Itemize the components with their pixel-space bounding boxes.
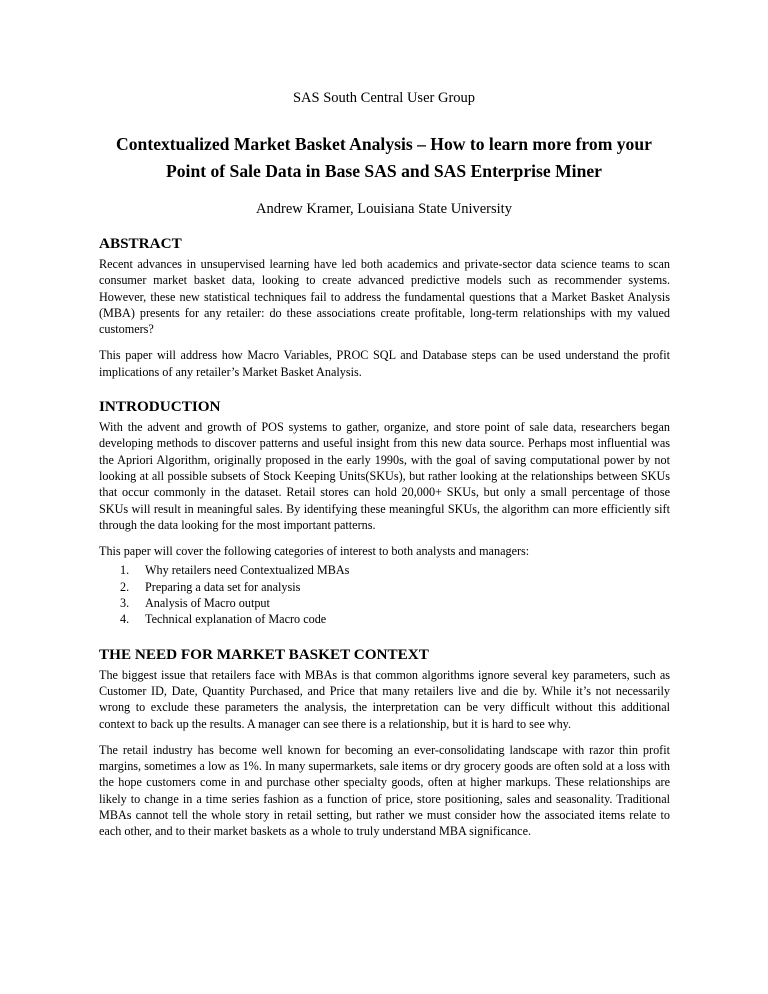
list-text: Preparing a data set for analysis bbox=[145, 579, 301, 594]
abstract-heading: ABSTRACT bbox=[99, 235, 182, 252]
list-number: 4. bbox=[120, 612, 130, 627]
list-item bbox=[120, 562, 670, 578]
list-item bbox=[120, 611, 670, 627]
paper-body bbox=[99, 234, 670, 840]
list-item bbox=[120, 595, 670, 611]
topics-list bbox=[99, 562, 670, 627]
abstract-paragraph-2: This paper will address how Macro Variables, PROC SQL and Database steps can be used understand the profit implications of any retailer’s Market Basket Analysis. bbox=[99, 348, 670, 379]
introduction-heading: INTRODUCTION bbox=[99, 398, 221, 416]
market-basket-context-section bbox=[99, 645, 670, 840]
list-text: Why retailers need Contextualized MBAs bbox=[145, 563, 350, 578]
title-line-1: Contextualized Market Basket Analysis – How to learn more from your bbox=[116, 134, 652, 154]
abstract-paragraph-1: Recent advances in unsupervised learning have led both academics and private-sector data science teams to scan consumer market basket data, looking to create advanced predictive models such as recommender systems. However, these new statistical techniques fail to address the fundamental questions that a Market Basket Analysis (MBA) presents for any retailer: do these associations create profitable, long-term relationships with my valued customers? bbox=[99, 257, 670, 337]
conference-name: SAS South Central User Group bbox=[292, 90, 476, 106]
list-number: 1. bbox=[120, 563, 130, 578]
introduction-paragraph-1: With the advent and growth of POS systems to gather, organize, and store point of sale data, researchers began developing methods to discover patterns and useful insight from this new data source. Perhaps most influential was the Apriori Algorithm, originally proposed in the early 1990s, with the goal of saving computational power by not looking at all possible subsets of Stock Keeping Units(SKUs), but rather looking at the relationships between SKUs that occur commonly in the dataset. Retail stores can hold 20,000+ SKUs, but only a small percentage of those SKUs will result in meaningful sales. By identifying these meaningful SKUs, the algorithm can more efficiently sift through the data looking for the most important patterns. bbox=[99, 420, 670, 532]
list-number: 2. bbox=[120, 579, 130, 594]
introduction-paragraph-2: This paper will cover the following categories of interest to both analysts and managers: bbox=[99, 544, 530, 559]
author-line: Andrew Kramer, Louisiana State University bbox=[256, 201, 512, 217]
list-text: Technical explanation of Macro code bbox=[145, 612, 327, 627]
list-number: 3. bbox=[120, 596, 130, 611]
list-item bbox=[120, 579, 670, 595]
introduction-section bbox=[99, 397, 670, 628]
context-paragraph-1: The biggest issue that retailers face with MBAs is that common algorithms ignore several key parameters, such as Customer ID, Date, Quantity Purchased, and Price that many retailers live and die by. While it’s not necessarily wrong to exclude these parameters the analysis, the interpretation can be very difficult without this additional context to back up the results. A manager can see there is a relationship, but it is hard to see why. bbox=[99, 667, 670, 731]
context-heading: THE NEED FOR MARKET BASKET CONTEXT bbox=[99, 645, 429, 663]
paper-title bbox=[60, 131, 708, 185]
list-text: Analysis of Macro output bbox=[145, 596, 270, 611]
abstract-section bbox=[99, 234, 670, 380]
context-paragraph-2: The retail industry has become well known for becoming an ever-consolidating landscape with razor thin profit margins, sometimes a low as 1%. In many supermarkets, sale items or dry grocery goods are often sold at a loss with the hope customers come in and purchase other specialty goods, often at higher markups. These relationships are likely to change in a time series fashion as a function of price, store positioning, sales and seasonality. Traditional MBAs cannot tell the whole story in retail setting, but rather we must consider how the associated items relate to each other, and to their market baskets as a whole to truly understand MBA significance. bbox=[99, 742, 670, 839]
title-line-2: Point of Sale Data in Base SAS and SAS Enterprise Miner bbox=[166, 161, 602, 181]
